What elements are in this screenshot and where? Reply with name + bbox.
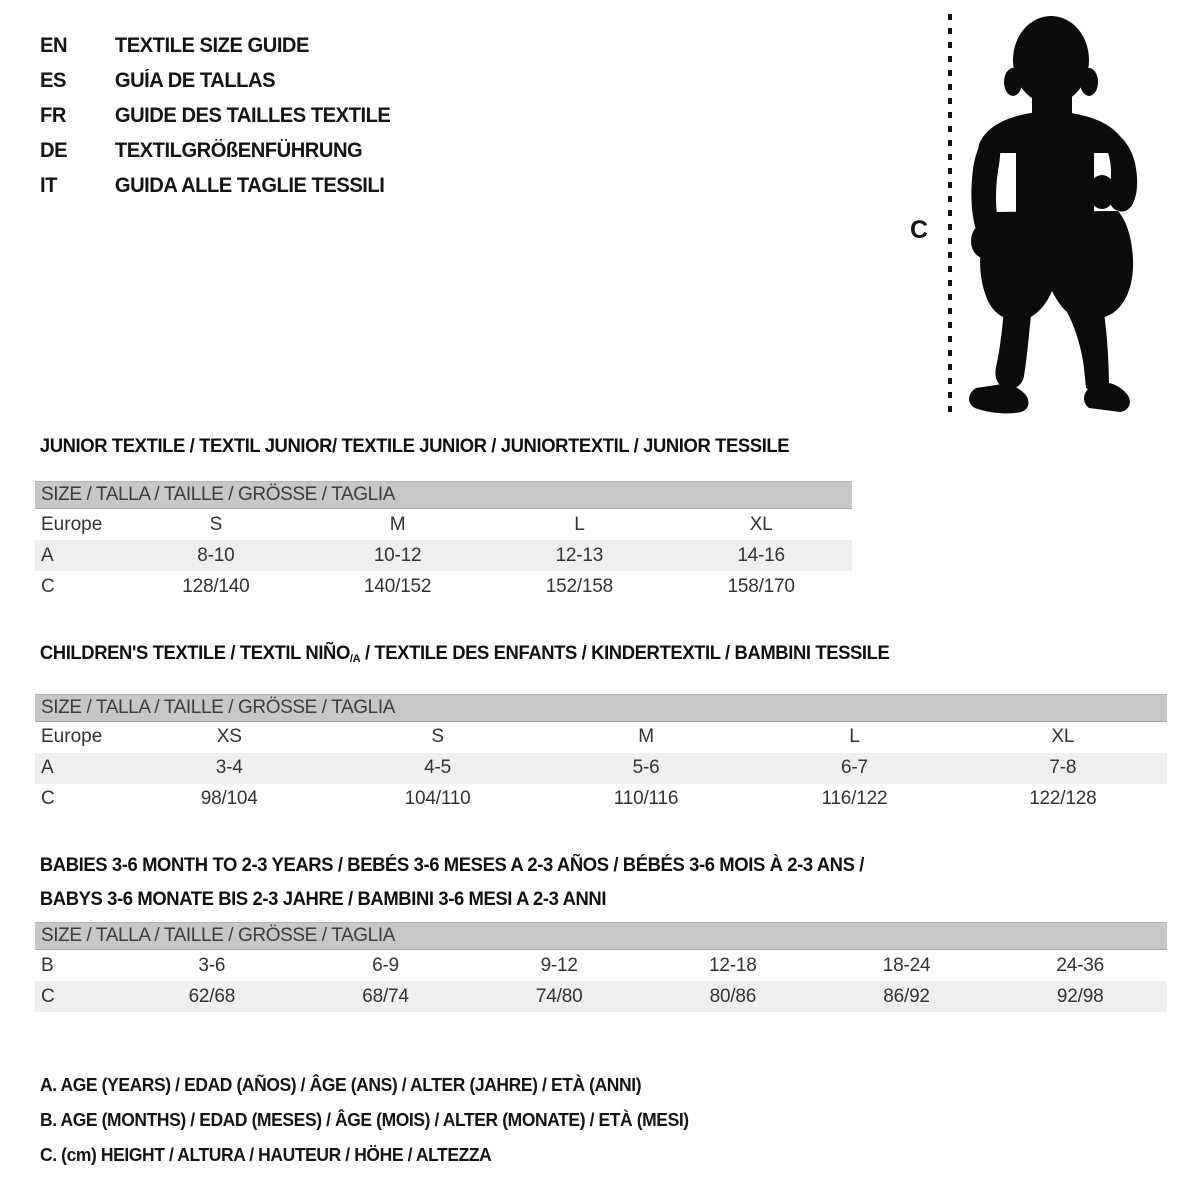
lang-row-fr — [40, 98, 390, 133]
lang-title: TEXTILE SIZE GUIDE — [114, 33, 309, 57]
size-cell: L — [574, 513, 585, 535]
lang-title: GUÍA DE TALLAS — [114, 68, 276, 92]
section-title — [35, 849, 1133, 917]
size-header-bar: SIZE / TALLA / TAILLE / GRÖSSE / TAGLIA — [35, 694, 1167, 722]
section-title-line — [40, 434, 828, 459]
row-label: A — [41, 544, 54, 566]
title-text: BABIES 3-6 MONTH TO 2-3 YEARS / BEBÉS 3-6 MESES A 2-3 AÑOS / BÉBÉS 3-6 MOIS À 2-3 ANS / — [39, 855, 864, 876]
legend-line-b: B. AGE (MONTHS) / EDAD (MESES) / ÂGE (MOIS) / ALTER (MONATE) / ETÀ (MESI) — [40, 1110, 689, 1130]
title-text: BABYS 3-6 MONATE BIS 2-3 JAHRE / BAMBINI 3-6 MESI A 2-3 ANNI — [39, 889, 607, 910]
baby-silhouette-icon — [966, 14, 1160, 418]
table-row — [35, 509, 852, 540]
lang-row-en — [40, 28, 390, 63]
size-cell: 4-5 — [424, 757, 452, 779]
section-title-line — [40, 883, 1133, 917]
section-title — [35, 641, 1133, 672]
height-measure-label: C — [910, 216, 929, 244]
title-text: / TEXTILE DES ENFANTS / KINDERTEXTIL / BAMBINI TESSILE — [360, 643, 890, 664]
row-label: Europe — [41, 726, 103, 748]
lang-row-de — [40, 133, 390, 168]
size-cell: 10-12 — [373, 544, 422, 566]
size-cell: 24-36 — [1056, 954, 1104, 976]
size-cell: 158/170 — [727, 575, 795, 597]
size-cell: 92/98 — [1056, 985, 1104, 1007]
lang-code: EN — [40, 33, 68, 57]
section-title-line — [40, 849, 1133, 883]
lang-code: IT — [40, 173, 57, 197]
lang-row-es — [40, 63, 390, 98]
row-label: Europe — [41, 513, 103, 535]
table-row — [35, 981, 1167, 1012]
title-subscript: /A — [349, 652, 361, 665]
size-cell: XL — [1051, 726, 1075, 748]
size-cell: 80/86 — [709, 985, 757, 1007]
lang-title: GUIDE DES TAILLES TEXTILE — [114, 103, 391, 127]
childrens-textile-section — [35, 641, 1167, 815]
lang-title: GUIDA ALLE TAGLIE TESSILI — [114, 173, 385, 197]
row-label: B — [41, 954, 54, 976]
lang-row-it — [40, 168, 390, 203]
title-text: CHILDREN'S TEXTILE / TEXTIL NIÑO — [39, 643, 350, 664]
table-row — [35, 722, 1167, 753]
height-measure-dashed-line — [948, 14, 952, 418]
size-cell: 152/158 — [545, 575, 614, 597]
size-table-junior — [35, 481, 852, 602]
size-cell: M — [638, 726, 654, 748]
size-cell: 104/110 — [404, 788, 471, 810]
table-row — [35, 753, 1167, 784]
size-cell: S — [431, 726, 444, 748]
size-table-babies — [35, 922, 1167, 1012]
size-cell: 9-12 — [540, 954, 578, 976]
lang-code: DE — [40, 138, 68, 162]
row-label: C — [41, 575, 55, 597]
legend-block — [40, 1068, 709, 1173]
size-cell: S — [209, 513, 223, 535]
size-header-bar: SIZE / TALLA / TAILLE / GRÖSSE / TAGLIA — [35, 481, 852, 509]
table-row — [35, 540, 852, 571]
lang-code: FR — [40, 103, 66, 127]
size-cell: 86/92 — [883, 985, 930, 1007]
size-cell: 12-13 — [555, 544, 604, 566]
table-row — [35, 571, 852, 602]
size-cell: XL — [749, 513, 773, 535]
size-cell: 3-6 — [198, 954, 226, 976]
row-label: A — [41, 757, 54, 779]
size-cell: 6-9 — [372, 954, 399, 976]
legend-line-a: A. AGE (YEARS) / EDAD (AÑOS) / ÂGE (ANS) / ALTER (JAHRE) / ETÀ (ANNI) — [40, 1075, 642, 1095]
size-cell: 116/122 — [821, 788, 888, 810]
row-label: C — [41, 788, 55, 810]
size-cell: 128/140 — [182, 575, 250, 597]
size-cell: 68/74 — [362, 985, 409, 1007]
lang-title: TEXTILGRÖßENFÜHRUNG — [114, 138, 363, 162]
size-cell: 110/116 — [613, 788, 679, 810]
size-cell: 18-24 — [882, 954, 931, 976]
size-cell: 62/68 — [188, 985, 236, 1007]
size-cell: 5-6 — [632, 757, 660, 779]
section-title-line — [40, 641, 1133, 672]
title-text: JUNIOR TEXTILE / TEXTIL JUNIOR/ TEXTILE JUNIOR / JUNIORTEXTIL / JUNIOR TESSILE — [39, 436, 790, 457]
size-table-children — [35, 694, 1167, 815]
size-cell: XS — [216, 726, 242, 748]
table-row — [35, 784, 1167, 815]
size-cell: 12-18 — [709, 954, 757, 976]
size-cell: 98/104 — [200, 788, 258, 810]
row-label: C — [41, 985, 55, 1007]
size-cell: 3-4 — [215, 757, 243, 779]
language-title-list — [40, 28, 405, 203]
size-cell: 8-10 — [197, 544, 235, 566]
size-cell: 7-8 — [1049, 757, 1077, 779]
size-cell: 140/152 — [363, 575, 432, 597]
size-cell: 6-7 — [840, 757, 868, 779]
size-cell: 14-16 — [737, 544, 785, 566]
junior-textile-section — [35, 434, 852, 602]
size-cell: L — [849, 726, 860, 748]
table-row — [35, 950, 1167, 981]
legend-line-c: C. (cm) HEIGHT / ALTURA / HAUTEUR / HÖHE / ALTEZZA — [40, 1145, 492, 1165]
babies-textile-section — [35, 849, 1167, 1012]
lang-code: ES — [40, 68, 66, 92]
size-cell: 122/128 — [1029, 788, 1097, 810]
section-title — [35, 434, 827, 459]
size-cell: M — [389, 513, 406, 535]
size-cell: 74/80 — [535, 985, 583, 1007]
size-header-bar: SIZE / TALLA / TAILLE / GRÖSSE / TAGLIA — [35, 922, 1167, 950]
